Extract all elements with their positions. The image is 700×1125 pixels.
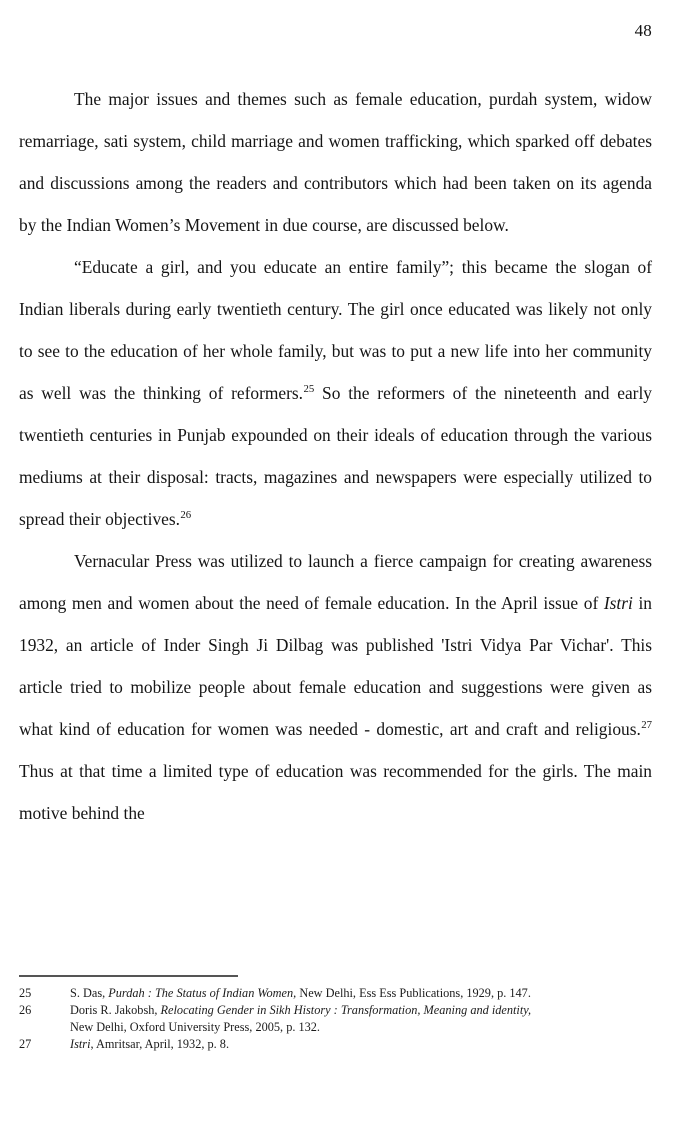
footnote-text xyxy=(70,1003,531,1017)
footnote-entry xyxy=(19,1036,659,1053)
footnote-marker[interactable]: 25 xyxy=(303,383,315,396)
footnote-separator-rule xyxy=(19,975,238,977)
text-run: in 1932, an article of Inder Singh Ji Dilbag was published 'Istri Vidya Par Vichar'. This article tried to mobilize people about female education and suggestions were given as what kind of education for women was needed - domestic, art and craft and religious. xyxy=(19,593,652,739)
body-text-block xyxy=(19,78,652,834)
footnote-number[interactable]: 25 xyxy=(19,986,32,1000)
paragraph-para-major-issues xyxy=(19,78,652,246)
italic-title: Relocating Gender in Sikh History : Transformation, Meaning and identity, xyxy=(160,1003,532,1017)
footnote-text xyxy=(70,986,531,1000)
text-run: Thus at that time a limited type of education was recommended for the girls. The main motive behind the xyxy=(19,761,652,823)
footnote-text xyxy=(70,1037,229,1051)
footnote-marker[interactable]: 26 xyxy=(180,509,192,522)
footnote-entry xyxy=(19,1002,659,1019)
footnote-list xyxy=(19,985,659,1053)
footnote-entry xyxy=(19,985,659,1002)
text-run: Doris R. Jakobsh, xyxy=(70,1003,161,1017)
italic-title: Istri xyxy=(70,1037,91,1051)
paragraph-para-educate-a-girl xyxy=(19,246,652,540)
text-run: “Educate a girl, and you educate an entire family”; this became the slogan of Indian liberals during early twentieth century. The girl once educated was likely not only to see to the education of her whole family, but was to put a new life into her community as well was the thinking of reformers. xyxy=(19,257,652,403)
page-number: 48 xyxy=(634,21,652,40)
text-run: So the reformers of the nineteenth and early twentieth centuries in Punjab expounded on their ideals of education through the various mediums at their disposal: tracts, magazines and newspapers were especially utilized to spread their objectives. xyxy=(19,383,652,529)
footnote-number[interactable]: 26 xyxy=(19,1003,32,1017)
italic-title: Purdah : The Status of Indian Women, xyxy=(108,986,297,1000)
text-run: New Delhi, Ess Ess Publications, 1929, p. 147. xyxy=(296,986,531,1000)
footnote-number[interactable]: 27 xyxy=(19,1037,32,1051)
text-run: The major issues and themes such as female education, purdah system, widow remarriage, sati system, child marriage and women trafficking, which sparked off debates and discussions among the readers and contributors which had been taken on its agenda by the Indian Women’s Movement in due course, are discussed below. xyxy=(19,89,652,235)
italic-title: Istri xyxy=(603,593,633,613)
footnote-zone xyxy=(19,975,659,1053)
text-run: , Amritsar, April, 1932, p. 8. xyxy=(90,1037,230,1051)
paragraph-para-vernacular-press xyxy=(19,540,652,834)
text-run: New Delhi, Oxford University Press, 2005, p. 132. xyxy=(70,1020,321,1034)
footnote-marker[interactable]: 27 xyxy=(641,719,652,732)
text-run: S. Das, xyxy=(70,986,109,1000)
footnote-continuation-line xyxy=(19,1019,659,1036)
text-run: Vernacular Press was utilized to launch a fierce campaign for creating awareness among men and women about the need of female education. In the April issue of xyxy=(19,551,652,613)
